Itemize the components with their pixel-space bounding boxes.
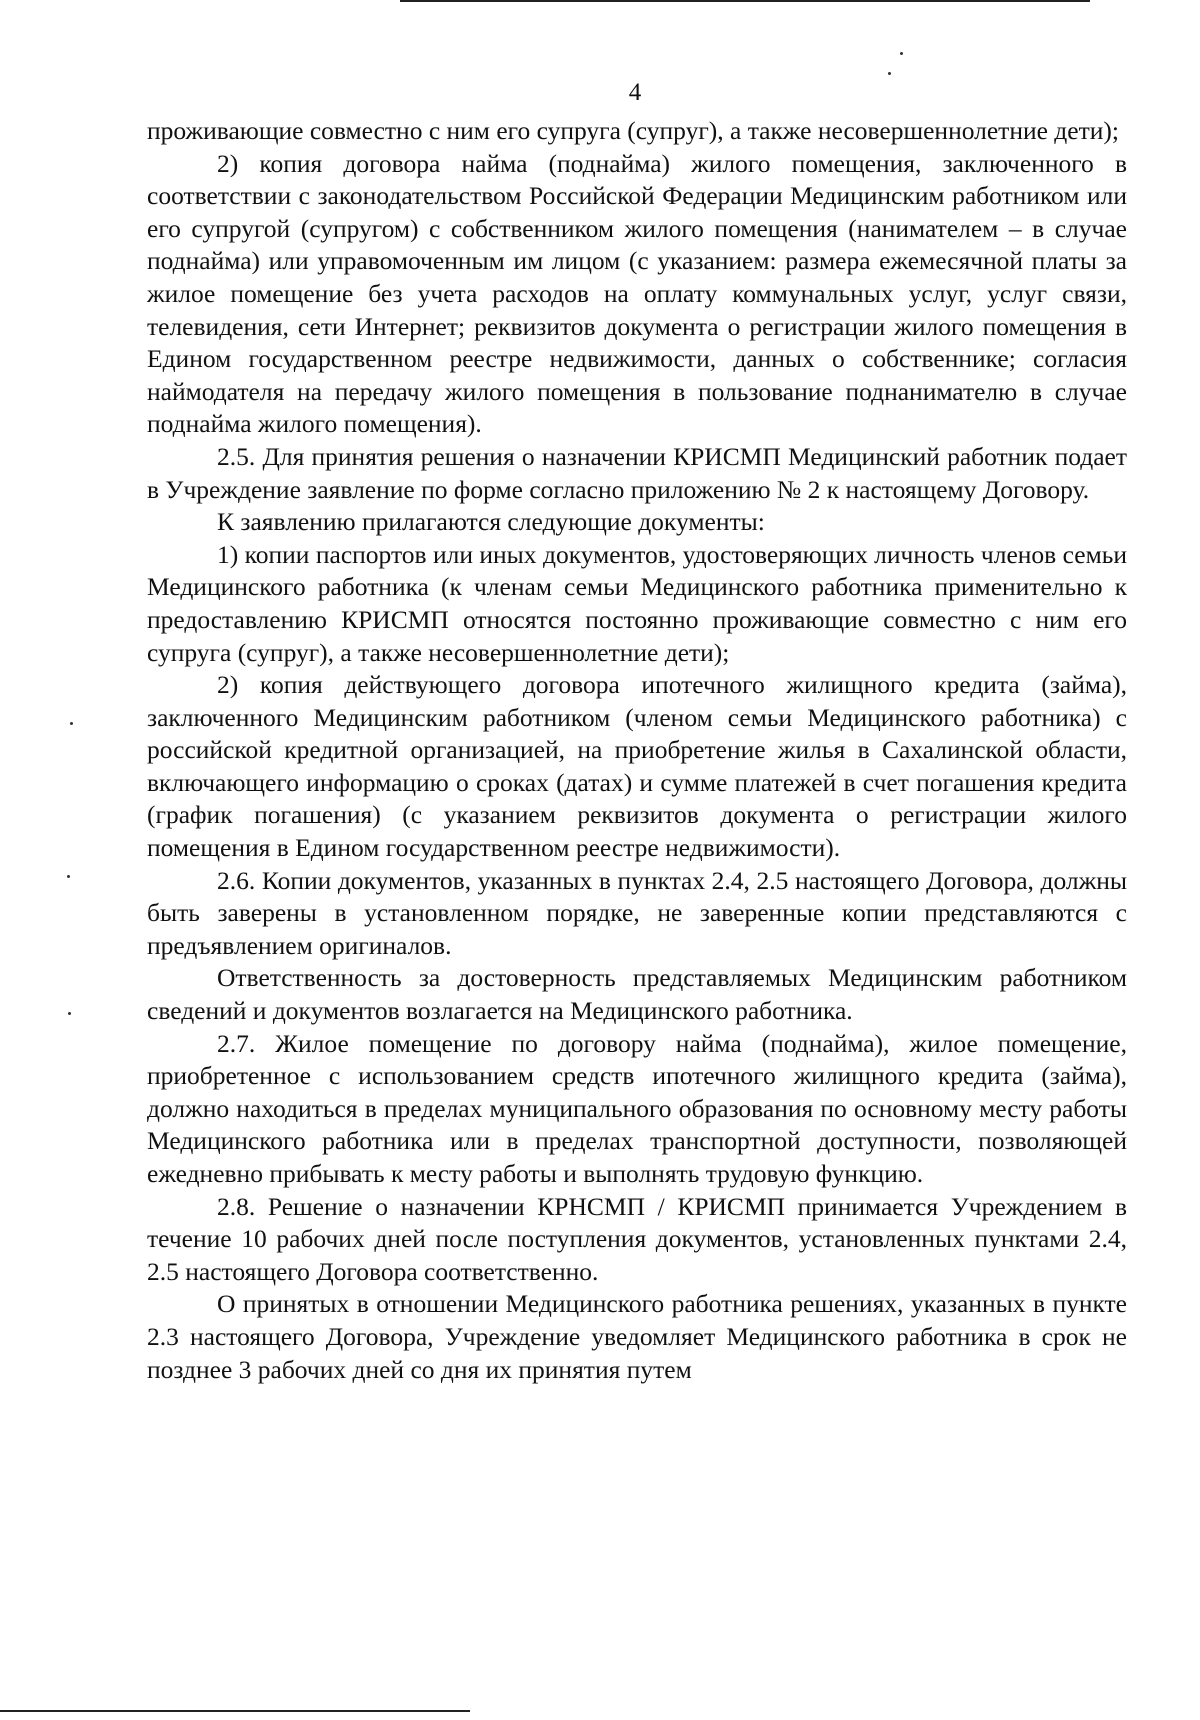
paragraph: Ответственность за достоверность представляемых Медицинским работником сведений и документов возлагается на Медицинского работника. — [147, 963, 1127, 1026]
paragraph: 2) копия действующего договора ипотечного жилищного кредита (займа), заключенного Медицинским работником (членом семьи Медицинского работника) с российской кредитной организацией, на приобретение жилья в Сахалинской области, включающего информацию о сроках (датах) и сумме платежей в счет погашения кредита (график погашения) (с указанием реквизитов документа о регистрации жилого помещения в Едином государственном реестре недвижимости). — [147, 670, 1127, 863]
scan-edge-bottom — [0, 1710, 470, 1712]
paragraph: 2.8. Решение о назначении КРНСМП / КРИСМП принимается Учреждением в течение 10 рабочих дней после поступления документов, установленных пунктами 2.4, 2.5 настоящего Договора соответственно. — [147, 1191, 1127, 1286]
scan-edge-top — [400, 0, 1090, 2]
scan-speck — [68, 1012, 71, 1015]
paragraph: 2.5. Для принятия решения о назначении КРИСМП Медицинский работник подает в Учреждение заявление по форме согласно приложению № 2 к настоящему Договору. — [147, 441, 1127, 504]
document-body — [147, 115, 1127, 1386]
scan-speck — [888, 72, 891, 75]
page-number: 4 — [628, 79, 642, 106]
scan-speck — [900, 52, 903, 55]
paragraph: К заявлению прилагаются следующие документы: — [217, 507, 765, 537]
paragraph: О принятых в отношении Медицинского работника решениях, указанных в пункте 2.3 настоящего Договора, Учреждение уведомляет Медицинского работника в срок не позднее 3 рабочих дней со дня их принятия путем — [147, 1289, 1127, 1384]
paragraph: 2) копия договора найма (поднайма) жилого помещения, заключенного в соответствии с законодательством Российской Федерации Медицинским работником или его супругой (супругом) с собственником жилого помещения (нанимателем – в случае поднайма) или управомоченным им лицом (с указанием: размера ежемесячной платы за жилое помещение без учета расходов на оплату коммунальных услуг, услуг связи, телевидения, сети Интернет; реквизитов документа о регистрации жилого помещения в Едином государственном реестре недвижимости, данных о собственнике; согласия наймодателя на передачу жилого помещения в пользование поднанимателю в случае поднайма жилого помещения). — [147, 148, 1127, 439]
paragraph: проживающие совместно с ним его супруга (супруг), а также несовершеннолетние дети); — [147, 116, 1119, 145]
scan-speck — [70, 722, 73, 725]
paragraph: 2.7. Жилое помещение по договору найма (поднайма), жилое помещение, приобретенное с использованием средств ипотечного жилищного кредита (займа), должно находиться в пределах муниципального образования по основному месту работы Медицинского работника или в пределах транспортной доступности, позволяющей ежедневно прибывать к месту работы и выполнять трудовую функцию. — [147, 1028, 1127, 1188]
paragraph: 1) копии паспортов или иных документов, удостоверяющих личность членов семьи Медицинского работника (к членам семьи Медицинского работника применительно к предоставлению КРИСМП относятся постоянно проживающие совместно с ним его супруга (супруг), а также несовершеннолетние дети); — [147, 539, 1127, 667]
paragraph: 2.6. Копии документов, указанных в пунктах 2.4, 2.5 настоящего Договора, должны быть заверены в установленном порядке, не заверенные копии представляются с предъявлением оригиналов. — [147, 865, 1127, 960]
scan-speck — [67, 875, 70, 878]
